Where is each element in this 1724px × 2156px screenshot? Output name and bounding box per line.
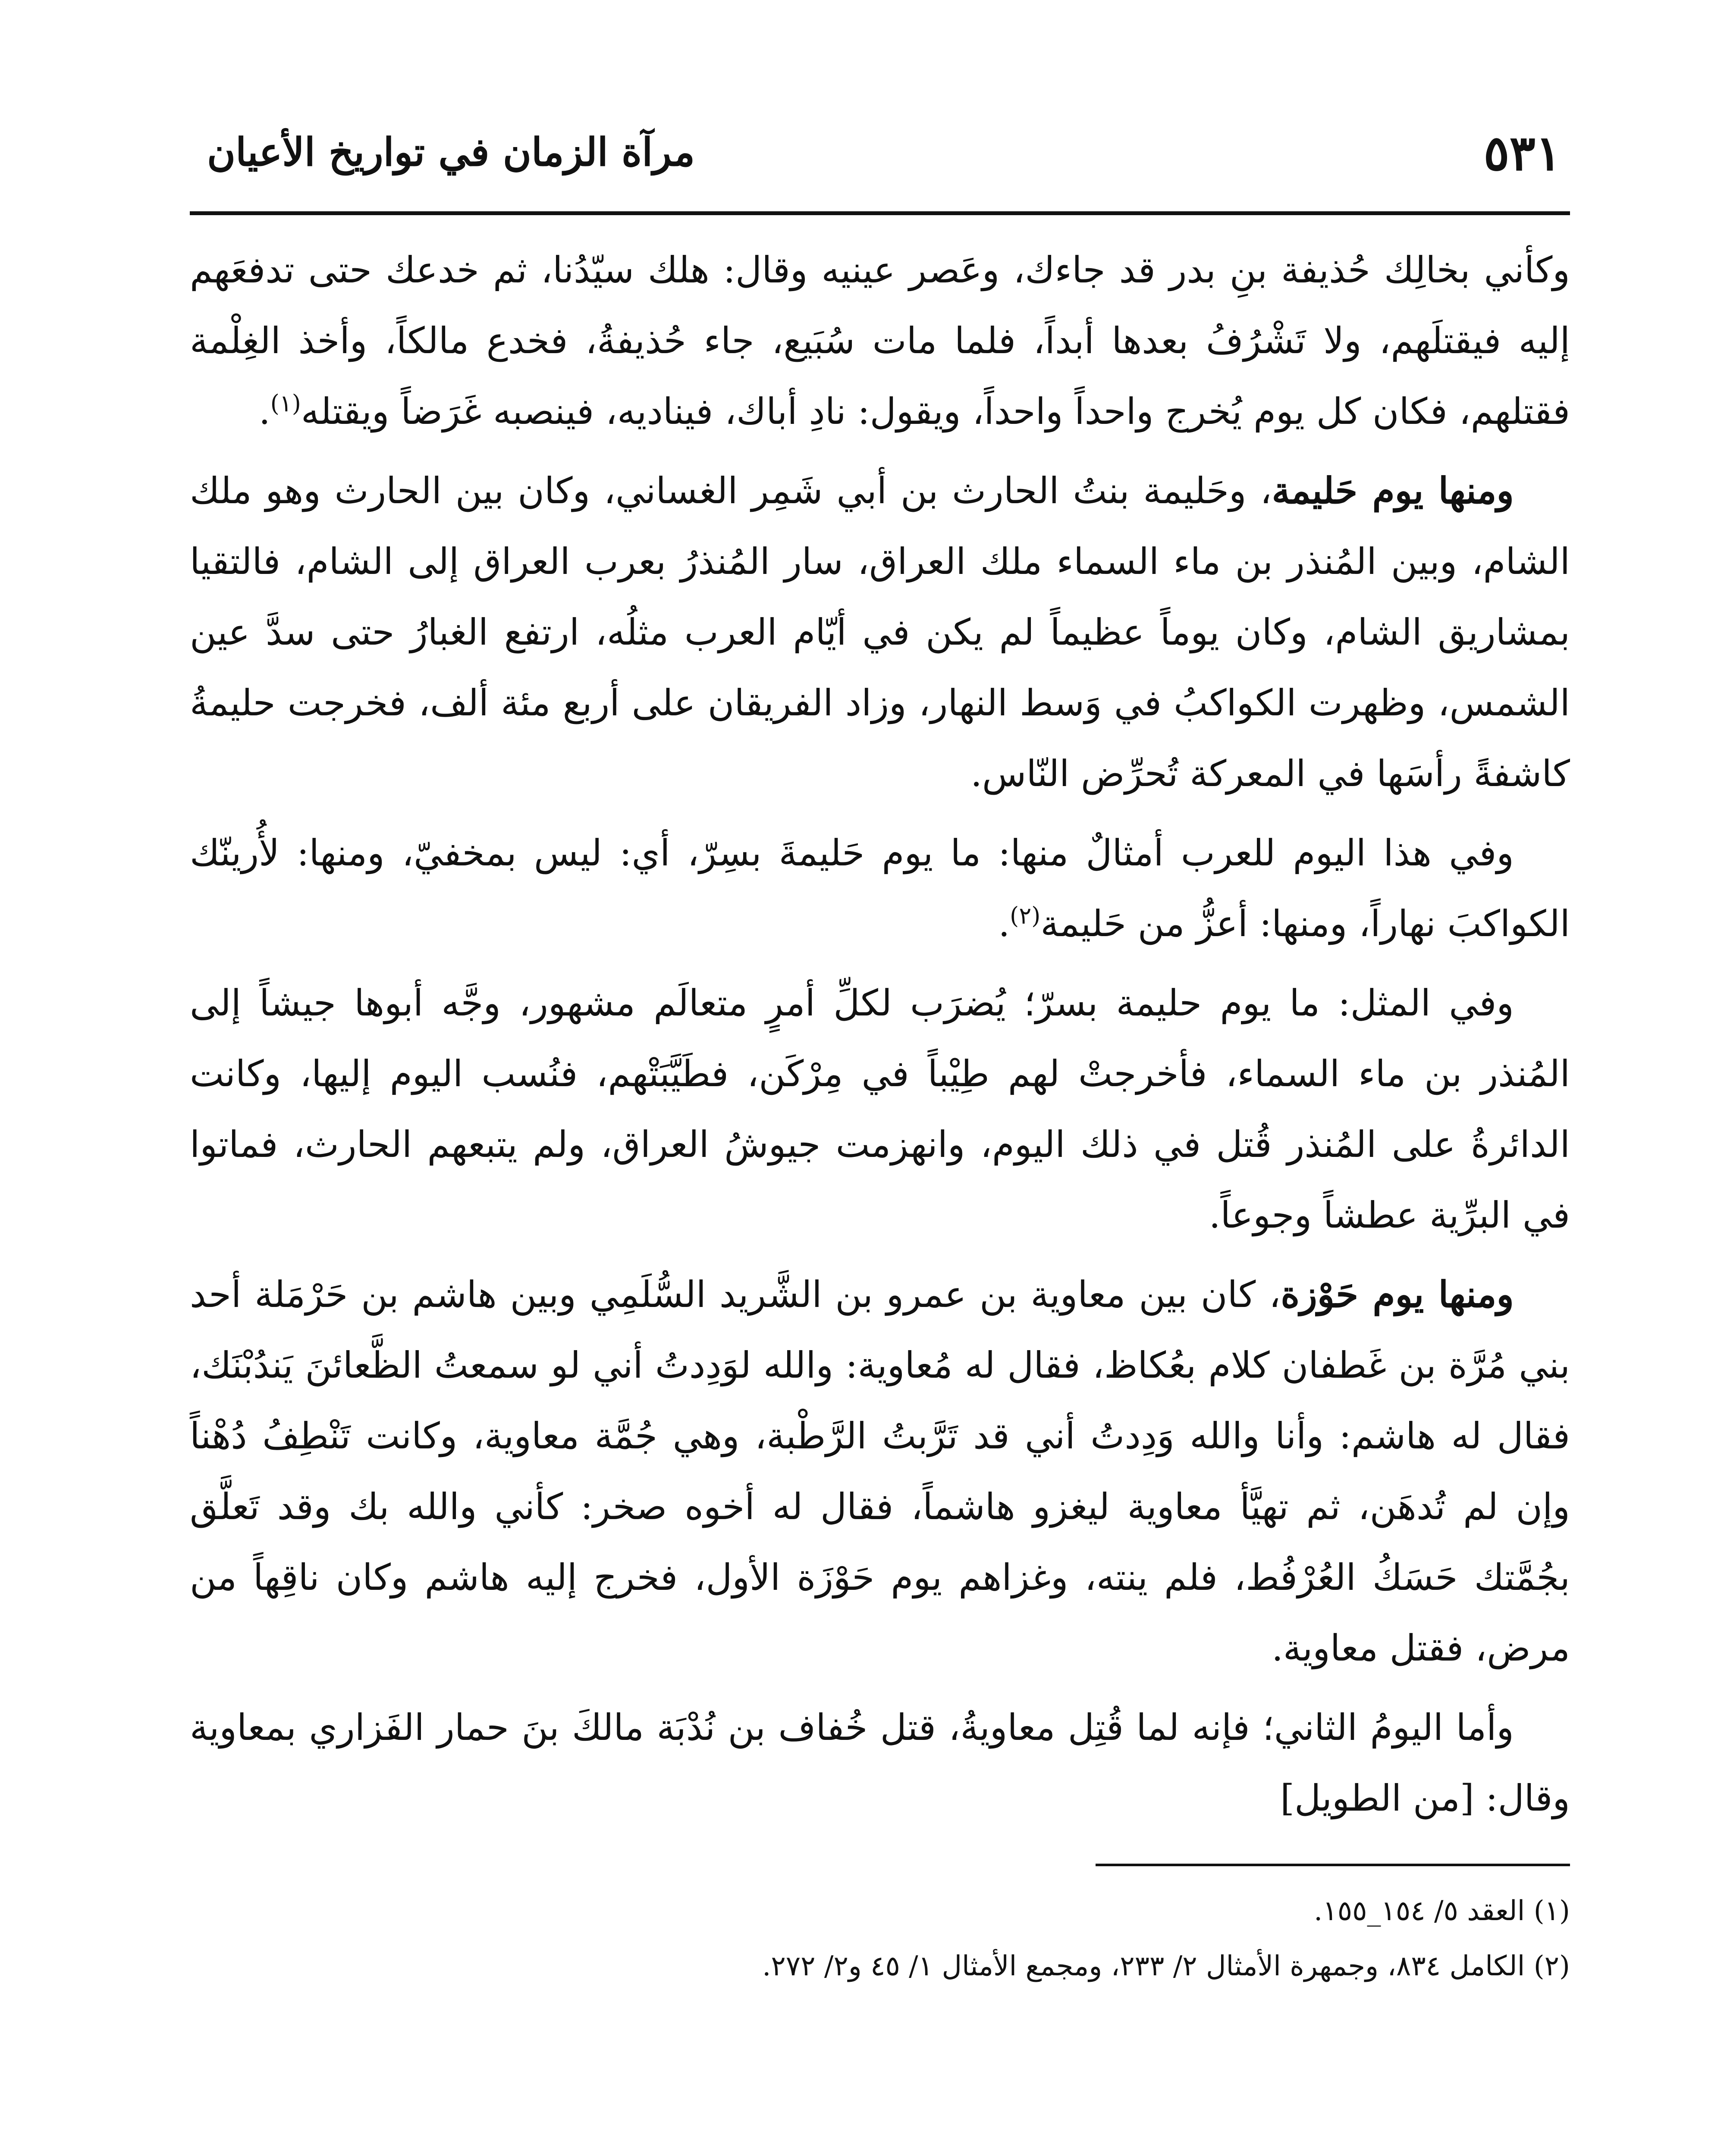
footnote: (٢) الكامل ٨٣٤، وجمهرة الأمثال ٢/ ٢٣٣، ومجمع الأمثال ١/ ٤٥ و٢/ ٢٧٢. <box>762 1950 1570 1982</box>
body-text <box>190 235 1570 1833</box>
book-page <box>190 112 1570 2156</box>
footnote-divider <box>1096 1864 1570 1866</box>
paragraph <box>190 1259 1570 1683</box>
running-header <box>190 112 1570 215</box>
footnotes <box>190 1883 1570 1994</box>
section-lead: ومنها يوم حَليمة <box>1272 469 1514 512</box>
paragraph-text: ، كان بين معاوية بن عمرو بن الشَّريد السُّلَمِي وبين هاشم بن حَرْمَلة أحد بني مُرَّة بن غَطفان كلام بعُكاظ، فقال له مُعاوية: والله لوَدِدتُ أني لو سمعتُ الظَّعائنَ يَندُبْنَك، فقال له هاشم: وأنا والله وَدِدتُ أني قد تَرَّبتُ الرَّطْبة، وهي جُمَّة معاوية، وكانت تَنْطِفُ دُهْناً وإن لم تُدهَن، ثم تهيَّأ معاوية ليغزو هاشماً، فقال له أخوه صخر: كأني والله بك وقد تَعلَّق بجُمَّتك حَسَكُ العُرْفُط، فلم ينته، وغزاهم يوم حَوْزَة الأول، فخرج إليه هاشم وكان ناقِهاً من مرض، فقتل معاوية. <box>190 1273 1570 1669</box>
running-title: مرآة الزمان في تواريخ الأعيان <box>207 129 695 175</box>
paragraph: وفي هذا اليوم للعرب أمثالٌ منها: ما يوم حَليمةَ بسِرّ، أي: ليس بمخفيّ، ومنها: لأُرينّك الكواكبَ نهاراً، ومنها: أعزُّ من حَليمة$^{(٢)}$. <box>190 832 1570 945</box>
paragraph-text: ، وحَليمة بنتُ الحارث بن أبي شَمِر الغساني، وكان بين الحارث وهو ملك الشام، وبين المُنذر بن ماء السماء ملك العراق، سار المُنذرُ بعرب العراق إلى الشام، فالتقيا بمشاريق الشام، وكان يوماً عظيماً لم يكن في أيّام العرب مثلُه، ارتفع الغبارُ حتى سدَّ عين الشمس، وظهرت الكواكبُ في وَسط النهار، وزاد الفريقان على أربع مئة ألف، فخرجت حليمةُ كاشفةً رأسَها في المعركة تُحرِّض النّاس. <box>190 470 1570 795</box>
footnote-ref: (٢) <box>1010 902 1041 929</box>
paragraph-text: وكأني بخالِك حُذيفة بنِ بدر قد جاءك، وعَصر عينيه وقال: هلك سيّدُنا، ثم خدعك حتى تدفعَهم إليه فيقتلَهم، ولا تَشْرُفُ بعدها أبداً، فلما مات سُبَيع، جاء حُذيفةُ، فخدع مالكاً، وأخذ الغِلْمة فقتلهم، فكان كل يوم يُخرج واحداً واحداً، ويقول: نادِ أباك، فيناديه، فينصبه غَرَضاً ويقتله <box>190 249 1570 432</box>
page-number: ٥٣١ <box>1483 125 1561 182</box>
section-lead: ومنها يوم حَوْزة <box>1281 1273 1514 1316</box>
footnote: (١) العقد ٥/ ١٥٤_١٥٥. <box>1314 1895 1570 1927</box>
paragraph <box>190 968 1570 1250</box>
paragraph-text: وأما اليومُ الثاني؛ فإنه لما قُتِل معاويةُ، قتل خُفاف بن نُدْبَة مالكَ بنَ حمار الفَزاري بمعاوية وقال: [من الطويل] <box>190 1706 1570 1819</box>
paragraph-text: وفي هذا اليوم للعرب أمثالٌ منها: ما يوم حَليمةَ بسِرّ، أي: ليس بمخفيّ، ومنها: لأُرينّك الكواكبَ نهاراً، ومنها: أعزُّ من حَليمة <box>190 832 1570 945</box>
footnote-ref: (١) <box>270 390 301 417</box>
paragraph: وكأني بخالِك حُذيفة بنِ بدر قد جاءك، وعَصر عينيه وقال: هلك سيّدُنا، ثم خدعك حتى تدفعَهم إليه فيقتلَهم، ولا تَشْرُفُ بعدها أبداً، فلما مات سُبَيع، جاء حُذيفةُ، فخدع مالكاً، وأخذ الغِلْمة فقتلهم، فكان كل يوم يُخرج واحداً واحداً، ويقول: نادِ أباك، فيناديه، فينصبه غَرَضاً ويقتله$^{(١)}$. <box>190 249 1570 432</box>
paragraph <box>190 455 1570 809</box>
paragraph <box>190 1692 1570 1833</box>
paragraph-text: وفي المثل: ما يوم حليمة بسرّ؛ يُضرَب لكلِّ أمرٍ متعالَم مشهور، وجَّه أبوها جيشاً إلى المُنذر بن ماء السماء، فأخرجتْ لهم طِيْباً في مِرْكَن، فطَيَّبَتْهم، فنُسب اليوم إليها، وكانت الدائرةُ على المُنذر قُتل في ذلك اليوم، وانهزمت جيوشُ العراق، ولم يتبعهم الحارث، فماتوا في البرِّية عطشاً وجوعاً. <box>190 982 1570 1236</box>
